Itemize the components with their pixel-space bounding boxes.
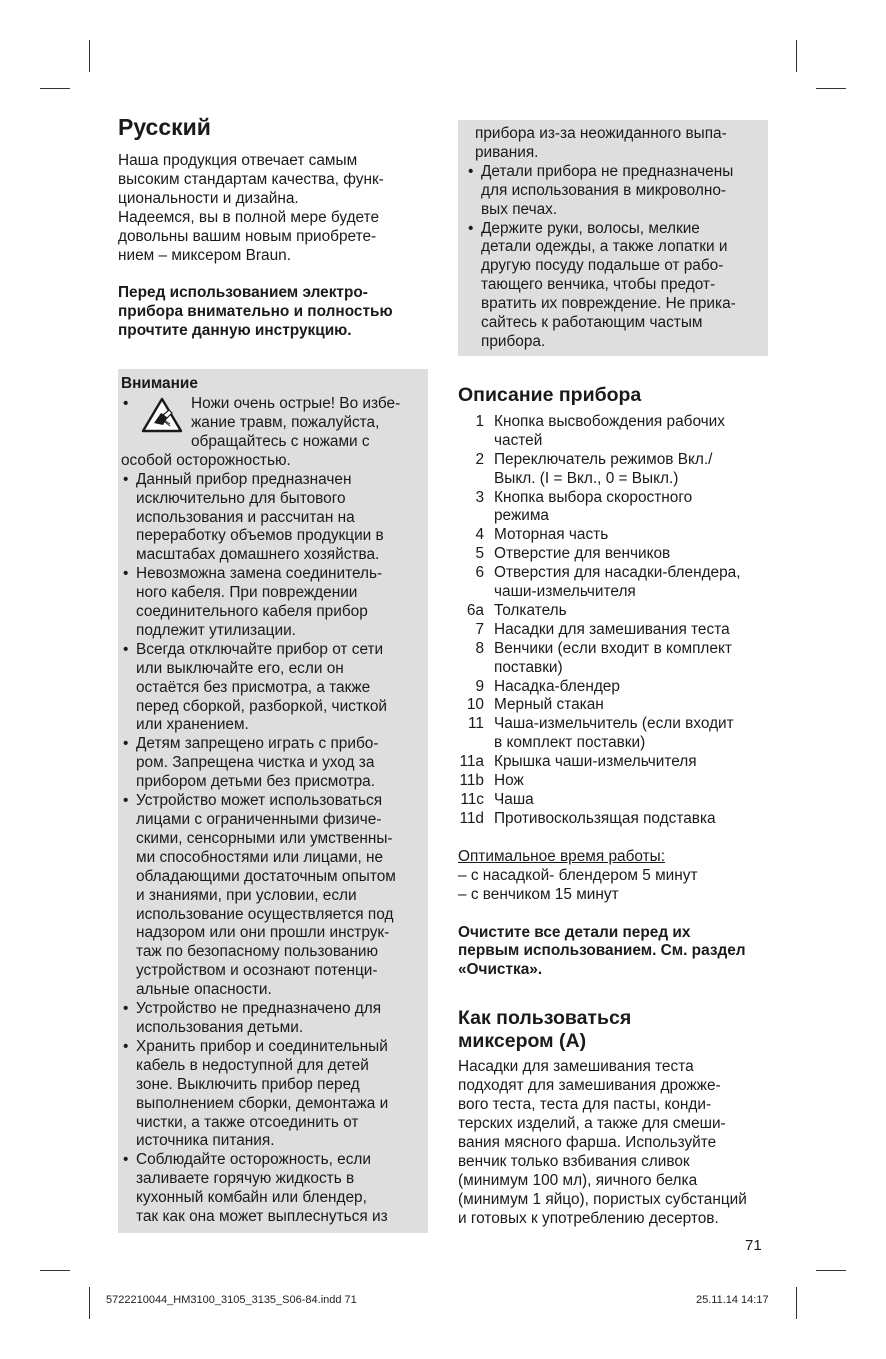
warning-box bbox=[118, 369, 428, 1233]
warning-item: • Данный прибор предназначен исключительно для бытового использования и рассчитан на переработку объемов продукции в масштабах домашнего хозяйства. bbox=[121, 471, 425, 566]
page-number: 71 bbox=[745, 1237, 762, 1254]
part-item: 4 Моторная часть bbox=[475, 526, 609, 544]
intro-text: Наша продукция отвечает самым высоким стандартам качества, функ- циональности и дизайна. Надеемся, вы в полной мере будете довольны вашим новым приобрете- нием – миксером Braun. bbox=[118, 152, 384, 264]
parts-list bbox=[458, 413, 768, 829]
warning-item: • Устройство может использоваться лицами с ограниченными физиче- скими, сенсорными или умственны- ми способностями или лицами, не обладающими достаточным опытом и знаниями, при условии, если использование осуществляется под надзором или они прошли инструк- таж по безопасному пользованию устройством и осознают потенци- альные опасности. bbox=[121, 792, 425, 1000]
warning-item: • Устройство не предназначено для использования детьми. bbox=[121, 1000, 425, 1038]
part-item: 6 Отверстия для насадки-блендера, чаши-измельчителя bbox=[475, 564, 741, 601]
part-item: 11b Нож bbox=[459, 772, 524, 790]
crop-mark bbox=[796, 1287, 797, 1319]
left-column bbox=[118, 112, 428, 1233]
warning-item: • Детали прибора не предназначены для использования в микроволно- вых печах. bbox=[466, 163, 760, 220]
part-item: 1 Кнопка высвобождения рабочих частей bbox=[475, 412, 725, 449]
warning-item: • Всегда отключайте прибор от сети или выключайте его, если он остаётся без присмотра, а также перед сборкой, разборкой, чисткой или хранением. bbox=[121, 641, 425, 736]
footer-file-info: 5722210044_HM3100_3105_3135_S06-84.indd 71 bbox=[106, 1294, 357, 1306]
part-item: 11a Крышка чаши-измельчителя bbox=[459, 753, 697, 771]
page-heading: Русский bbox=[118, 114, 211, 140]
part-item: 3 Кнопка выбора скоростного режима bbox=[475, 488, 693, 525]
read-instructions-note: Перед использованием электро- прибора внимательно и полностью прочтите данную инструкцию. bbox=[118, 284, 393, 340]
crop-mark bbox=[89, 40, 90, 72]
crop-mark bbox=[40, 1270, 70, 1271]
warning-list-continued bbox=[466, 163, 760, 352]
warning-item: • Держите руки, волосы, мелкие детали одежды, а также лопатки и другую посуду подальше от рабо- тающего венчика, чтобы предот- вратить их повреждение. Не прика- сайтесь к работающим частым прибора. bbox=[466, 220, 760, 352]
part-item: 2 Переключатель режимов Вкл./ Выкл. (I = Вкл., 0 = Выкл.) bbox=[475, 450, 713, 487]
crop-mark bbox=[816, 1270, 846, 1271]
crop-mark bbox=[796, 40, 797, 72]
part-item: 6a Толкатель bbox=[466, 601, 567, 619]
crop-mark bbox=[40, 88, 70, 89]
warning-item-sharp-blades: • Ножи очень острые! Во избе- жание травм, пожалуйста, обращайтесь с ножами с особой осторожностью. bbox=[121, 395, 401, 469]
warning-item: • Детям запрещено играть с прибо- ром. Запрещена чистка и уход за прибором детьми без присмотра. bbox=[121, 735, 425, 792]
usage-text: Насадки для замешивания теста подходят для замешивания дрожже- вого теста, теста для пасты, конди- терских изделий, а также для смеши- вания мясного фарша. Используйте венчик только взбивания сливок (минимум 100 мл), яичного белка (минимум 1 яйцо), пористых субстанций и готовых к употреблению десертов. bbox=[458, 1058, 747, 1227]
optimal-time-title: Оптимальное время работы: bbox=[458, 847, 666, 865]
warning-box-continued bbox=[458, 120, 768, 356]
footer-date: 25.11.14 14:17 bbox=[696, 1294, 769, 1306]
part-item: 10 Мерный стакан bbox=[466, 696, 604, 714]
crop-mark bbox=[89, 1287, 90, 1319]
sharp-blade-warning-icon bbox=[141, 397, 183, 433]
part-item: 9 Насадка-блендер bbox=[475, 677, 620, 695]
section-title-usage: Как пользоваться миксером (A) bbox=[458, 1007, 632, 1053]
warning-item: • Невозможна замена соединитель- ного кабеля. При повреждении соединительного кабеля прибор подлежит утилизации. bbox=[121, 565, 425, 641]
part-item: 11d Противоскользящая подставка bbox=[459, 809, 716, 827]
warning-continuation: прибора из-за неожиданного выпа- ривания. bbox=[475, 125, 727, 161]
warning-list bbox=[121, 471, 425, 1227]
part-item: 5 Отверстие для венчиков bbox=[475, 545, 671, 563]
clean-before-use-note: Очистите все детали перед их первым использованием. См. раздел «Очистка». bbox=[458, 923, 746, 979]
warning-item: • Хранить прибор и соединительный кабель в недоступной для детей зоне. Выключить прибор перед выполнением сборки, демонтажа и чистки, а также отсоединить от источника питания. bbox=[121, 1038, 425, 1151]
section-title-description: Описание прибора bbox=[458, 383, 642, 406]
part-item: 11 Чаша-измельчитель (если входит в комплект поставки) bbox=[468, 715, 734, 752]
part-item: 8 Венчики (если входит в комплект поставки) bbox=[475, 639, 732, 676]
optimal-time: Оптимальное время работы: – с насадкой- блендером 5 минут – с венчиком 15 минут bbox=[458, 847, 698, 903]
warning-item: • Соблюдайте осторожность, если заливаете горячую жидкость в кухонный комбайн или блендер, так как она может выплеснуться из bbox=[121, 1151, 425, 1227]
part-item: 11c Чаша bbox=[460, 791, 534, 808]
right-column bbox=[458, 120, 768, 1228]
part-item: 7 Насадки для замешивания теста bbox=[475, 620, 730, 638]
warning-title: Внимание bbox=[121, 375, 198, 393]
crop-mark bbox=[816, 88, 846, 89]
